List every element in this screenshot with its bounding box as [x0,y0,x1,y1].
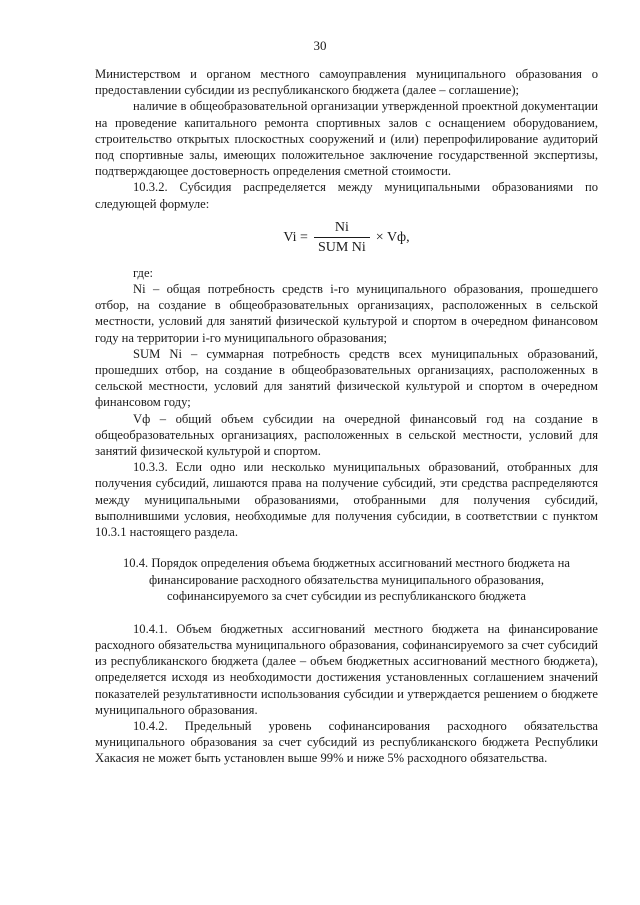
paragraph: 10.3.2. Субсидия распределяется между муниципальными образованиями по следующей формуле: [95,180,598,211]
paragraph: Vф – общий объем субсидии на очередной финансовый год на создание в общеобразовательных организациях, расположенных в сельской местности, условий для занятий физической культурой и спортом. [95,411,598,459]
paragraph: где: [133,265,154,280]
distribution-formula [95,215,598,261]
paragraph: 10.4.2. Предельный уровень софинансирования расходного обязательства муниципального образования за счет субсидий из республиканского бюджета Республики Хакасия не может быть установлен выше 99% и ниже 5% расходного обязательства. [95,719,598,766]
paragraph: 10.4.1. Объем бюджетных ассигнований местного бюджета на финансирование расходного обязательства муниципального образования, софинансируемого за счет субсидий из республиканского бюджета (далее – объем бюджетных ассигнований местного бюджета), определяется исходя из необходимости достижения установленных соглашением значений показателей результативности использования субсидии и утверждается решением о бюджете муниципального образования. [95,621,598,717]
paragraph: Ni – общая потребность средств i-го муниципального образования, прошедшего отбор, на создание в общеобразовательных организациях, расположенных в сельской местности, условий для занятий физической культурой и спортом в очередном финансовом году на территории i-го муниципального образования; [95,282,598,345]
formula-rhs: × Vф, [375,229,410,245]
paragraph: Министерством и органом местного самоуправления муниципального образования о предоставлении субсидии из республиканского бюджета (далее – соглашение); [95,67,598,98]
formula-numerator: Ni [334,220,349,236]
page-number: 30 [313,38,327,53]
paragraph: 10.3.3. Если одно или несколько муниципальных образований, отобранных для получения субсидий, лишаются права на получение субсидий, эти средства распределяются между муниципальными образованиями, отобранными для получения субсидий, выполнившими условия, необходимые для получения субсидии, в соответствии с пунктом 10.3.1 настоящего раздела. [95,460,598,540]
formula-fraction [314,219,370,256]
formula-denominator: SUM Ni [317,240,366,256]
paragraph: SUM Ni – суммарная потребность средств всех муниципальных образований, прошедших отбор, на создание в общеобразовательных организациях, расположенных в сельской местности, условий для занятий физической культурой и спортом в очередном финансовом году; [95,346,598,410]
section-heading: 10.4. Порядок определения объема бюджетных ассигнований местного бюджета на финансирование расходного обязательства муниципального образования, софинансируемого за счет субсидии из республиканского бюджета [123,556,570,604]
paragraph: наличие в общеобразовательной организации утвержденной проектной документации на проведение капитального ремонта спортивных залов с оснащением оборудованием, строительство открытых плоскостных сооружений и (или) перепрофилирование аудиторий под спортивные залы, имеющих положительное заключение государственной экспертизы, подтверждающее достоверность определения сметной стоимости. [95,99,598,179]
formula-lhs: Vi = [283,229,308,245]
document-body [95,66,598,767]
